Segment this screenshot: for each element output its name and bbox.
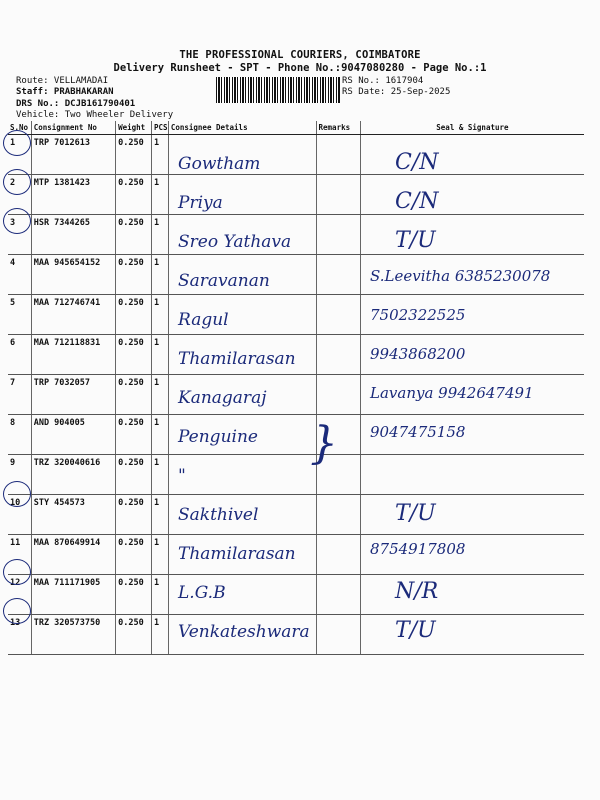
- signature-handwritten: 7502322525: [370, 306, 466, 324]
- vehicle-text: Vehicle: Two Wheeler Delivery: [16, 110, 174, 120]
- row-seal-signature: [360, 215, 584, 255]
- row-pcs: 1: [151, 295, 168, 335]
- row-pcs: 1: [151, 175, 168, 215]
- row-sno: 12: [8, 575, 31, 615]
- signature-handwritten: T/U: [395, 618, 436, 643]
- signature-handwritten: 9943868200: [370, 345, 466, 363]
- row-weight: 0.250: [116, 415, 152, 455]
- sno-circle-mark: [3, 208, 31, 234]
- row-weight: 0.250: [116, 615, 152, 655]
- table-row: [8, 495, 584, 535]
- col-header-weight: Weight: [116, 121, 152, 135]
- row-consignment-no: MAA 712118831: [31, 335, 115, 375]
- row-sno: 8: [8, 415, 31, 455]
- row-seal-signature: [360, 135, 584, 175]
- row-sno: 3: [8, 215, 31, 255]
- row-remarks: [316, 375, 360, 415]
- row-pcs: 1: [151, 615, 168, 655]
- row-sno: 7: [8, 375, 31, 415]
- row-seal-signature: [360, 455, 584, 495]
- row-remarks: [316, 135, 360, 175]
- row-remarks: [316, 575, 360, 615]
- row-remarks: [316, 615, 360, 655]
- row-consignment-no: HSR 7344265: [31, 215, 115, 255]
- staff-text: Staff: PRABHAKARAN: [16, 87, 114, 97]
- row-weight: 0.250: [116, 575, 152, 615]
- row-consignment-no: TRZ 320573750: [31, 615, 115, 655]
- row-remarks: [316, 535, 360, 575]
- sno-circle-mark: [3, 559, 31, 585]
- row-consignment-no: MTP 1381423: [31, 175, 115, 215]
- row-pcs: 1: [151, 495, 168, 535]
- route-text: Route: VELLAMADAI: [16, 76, 109, 86]
- row-consignment-no: TRP 7012613: [31, 135, 115, 175]
- row-sno: 13: [8, 615, 31, 655]
- row-seal-signature: [360, 495, 584, 535]
- signature-handwritten: Lavanya 9942647491: [370, 384, 534, 402]
- row-pcs: 1: [151, 335, 168, 375]
- row-seal-signature: [360, 175, 584, 215]
- row-remarks: [316, 255, 360, 295]
- row-sno: 6: [8, 335, 31, 375]
- table-row: [8, 535, 584, 575]
- signature-handwritten: C/N: [395, 189, 439, 214]
- consignee-name-handwritten: Sakthivel: [178, 505, 259, 525]
- rs-date: RS Date: 25-Sep-2025: [342, 87, 451, 97]
- consignee-name-handwritten: ": [178, 466, 186, 486]
- row-seal-signature: [360, 615, 584, 655]
- row-weight: 0.250: [116, 455, 152, 495]
- brace-mark: }: [310, 418, 338, 469]
- consignee-name-handwritten: L.G.B: [178, 583, 226, 603]
- consignee-name-handwritten: Ragul: [178, 310, 229, 330]
- row-weight: 0.250: [116, 535, 152, 575]
- row-remarks: [316, 495, 360, 535]
- signature-handwritten: C/N: [395, 150, 439, 175]
- signature-handwritten: T/U: [395, 228, 436, 253]
- row-remarks: [316, 215, 360, 255]
- col-header-consignment: Consignment No: [31, 121, 115, 135]
- barcode: [216, 77, 340, 103]
- signature-handwritten: 8754917808: [370, 540, 466, 558]
- row-weight: 0.250: [116, 495, 152, 535]
- row-pcs: 1: [151, 535, 168, 575]
- row-sno: 4: [8, 255, 31, 295]
- table-row: [8, 415, 584, 455]
- table-row: [8, 295, 584, 335]
- row-pcs: 1: [151, 455, 168, 495]
- signature-handwritten: 9047475158: [370, 423, 466, 441]
- consignee-name-handwritten: Venkateshwara: [178, 622, 310, 642]
- consignee-name-handwritten: Kanagaraj: [178, 388, 267, 408]
- table-row: [8, 135, 584, 175]
- row-remarks: [316, 175, 360, 215]
- consignee-name-handwritten: Sreo Yathava: [178, 232, 292, 252]
- row-sno: 1: [8, 135, 31, 175]
- row-pcs: 1: [151, 135, 168, 175]
- row-pcs: 1: [151, 415, 168, 455]
- signature-handwritten: N/R: [395, 579, 439, 604]
- col-header-sno: S.No: [8, 121, 31, 135]
- signature-handwritten: T/U: [395, 501, 436, 526]
- rs-number: RS No.: 1617904: [342, 76, 424, 86]
- table-row: [8, 175, 584, 215]
- table-row: [8, 335, 584, 375]
- row-sno: 9: [8, 455, 31, 495]
- row-remarks: [316, 295, 360, 335]
- row-weight: 0.250: [116, 215, 152, 255]
- row-sno: 10: [8, 495, 31, 535]
- runsheet-subtitle: Delivery Runsheet - SPT - Phone No.:9047080280 - Page No.:1: [113, 62, 487, 74]
- row-pcs: 1: [151, 375, 168, 415]
- row-remarks: [316, 335, 360, 375]
- row-weight: 0.250: [116, 295, 152, 335]
- row-sno: 2: [8, 175, 31, 215]
- consignee-name-handwritten: Penguine: [178, 427, 258, 447]
- row-weight: 0.250: [116, 135, 152, 175]
- sno-circle-mark: [3, 169, 31, 195]
- row-weight: 0.250: [116, 375, 152, 415]
- row-consignment-no: MAA 712746741: [31, 295, 115, 335]
- col-header-seal: Seal & Signature: [360, 121, 584, 135]
- consignee-name-handwritten: Thamilarasan: [178, 349, 296, 369]
- row-consignment-no: MAA 870649914: [31, 535, 115, 575]
- table-row: [8, 215, 584, 255]
- row-weight: 0.250: [116, 255, 152, 295]
- table-header-row: [8, 121, 584, 135]
- row-sno: 11: [8, 535, 31, 575]
- row-pcs: 1: [151, 575, 168, 615]
- row-weight: 0.250: [116, 175, 152, 215]
- consignee-name-handwritten: Thamilarasan: [178, 544, 296, 564]
- signature-handwritten: S.Leevitha 6385230078: [370, 267, 551, 285]
- row-consignment-no: TRZ 320040616: [31, 455, 115, 495]
- row-pcs: 1: [151, 255, 168, 295]
- row-consignment-no: AND 904005: [31, 415, 115, 455]
- company-title: THE PROFESSIONAL COURIERS, COIMBATORE: [179, 49, 421, 61]
- row-consignee-details: [168, 455, 316, 495]
- row-sno: 5: [8, 295, 31, 335]
- row-seal-signature: [360, 575, 584, 615]
- row-pcs: 1: [151, 215, 168, 255]
- sno-circle-mark: [3, 481, 31, 507]
- sno-circle-mark: [3, 598, 31, 624]
- col-header-pcs: PCS: [151, 121, 168, 135]
- drs-number: DRS No.: DCJB161790401: [16, 99, 136, 109]
- consignee-name-handwritten: Priya: [178, 193, 223, 213]
- row-weight: 0.250: [116, 335, 152, 375]
- row-consignment-no: MAA 945654152: [31, 255, 115, 295]
- sno-circle-mark: [3, 130, 31, 156]
- consignee-name-handwritten: Saravanan: [178, 271, 270, 291]
- row-consignment-no: MAA 711171905: [31, 575, 115, 615]
- row-consignment-no: STY 454573: [31, 495, 115, 535]
- col-header-remarks: Remarks: [316, 121, 360, 135]
- col-header-consignee: Consignee Details: [168, 121, 316, 135]
- table-row: [8, 575, 584, 615]
- table-row: [8, 455, 584, 495]
- consignee-name-handwritten: Gowtham: [178, 154, 261, 174]
- row-consignment-no: TRP 7032057: [31, 375, 115, 415]
